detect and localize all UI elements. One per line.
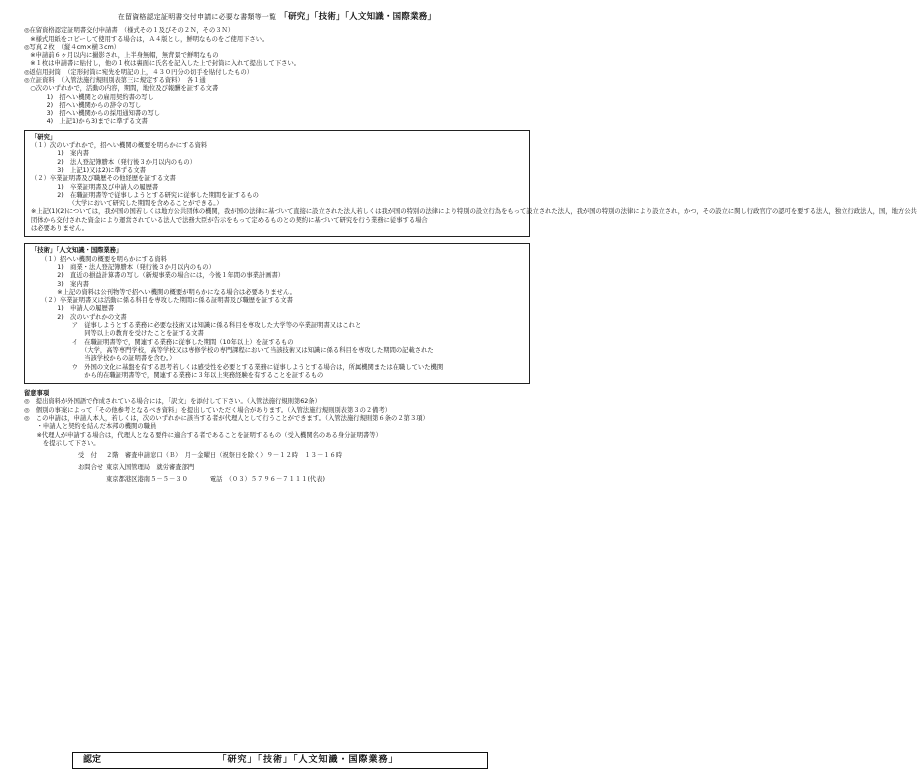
footer-categories: 「研究」「技術」「人文知識・国際業務」: [217, 754, 399, 765]
contact-label: お問合せ: [78, 464, 104, 472]
notes-line: を提示して下さい。: [24, 439, 100, 447]
required-documents: [24, 27, 530, 127]
notes-header: 留意事項: [24, 390, 50, 398]
kenkyu-note: 団体から交付された資金により運営されている法人で法務大臣が告示をもって定めるものとの契約に基づいて研究を行う業務に従事する場合: [31, 216, 428, 224]
doc-line: 3) 招へい機関からの採用通知書の写し: [34, 110, 161, 118]
gijutsu-line: （大学，高等専門学校，高等学校又は専修学校の専門課程において当該技術又は知識に係る科目を専攻した期間の記載された: [59, 346, 434, 354]
notes-line: ・申請人と契約を結んだ本邦の機関の職員: [24, 423, 157, 431]
doc-line: ※申請前６ヶ月以内に撮影され，上半身無帽，無背景で鮮明なもの: [24, 52, 219, 60]
reception-text: ２階 審査申請窓口（Ｂ） 月－金曜日（祝祭日を除く）９－１２時 １３－１６時: [106, 452, 343, 460]
gijutsu-line: 1) 商業・法人登記簿謄本（発行後３か月以内のもの）: [51, 263, 215, 271]
gijutsu-line: 2) 直近の損益計算書の写し（新規事業の場合には，今後１年間の事業計画書）: [51, 272, 285, 280]
notes-line: ※代理人が申請する場合は，代理人となる要件に適合する者であることを証明するもの（受入機関名のある身分証明書等）: [24, 431, 382, 439]
contact-office: 東京入国管理局 就労審査部門: [106, 464, 195, 472]
reception-label: 受 付: [78, 452, 97, 460]
gijutsu-line: 2) 次のいずれかの文書: [51, 313, 127, 321]
reception-row: [24, 452, 530, 460]
kenkyu-line: （大学において研究した期間を含めることができる。）: [59, 200, 223, 208]
gijutsu-section: [24, 243, 530, 384]
gijutsu-line: （１）招へい機関の概要を明らかにする資料: [41, 255, 167, 263]
doc-line: 2) 招へい機関からの辞令の写し: [34, 101, 142, 109]
gijutsu-line: 3) 案内書: [51, 280, 89, 288]
notes-line: ◎ 提出資料が外国語で作成されている場合には，「訳文」を添付して下さい。（入管法施行規則第62条）: [24, 398, 321, 406]
footer-label: 認定: [83, 754, 102, 765]
doc-line: ※１枚は申請書に貼付し，他の１枚は裏面に氏名を記入した上で封筒に入れて提出して下さい。: [24, 60, 301, 68]
document-title: [24, 12, 530, 23]
address-row: [24, 476, 530, 484]
contact-row: [24, 464, 530, 472]
kenkyu-line: 1) 案内書: [51, 150, 89, 158]
doc-line: 4) 上記1)から3)までに準ずる文書: [34, 118, 148, 126]
notes-section: [24, 390, 530, 448]
kenkyu-line: （２）卒業証明書及び職歴その他経歴を証する文書: [31, 175, 176, 183]
title-prefix: 在留資格認定証明書交付申請に必要な書類等一覧: [117, 13, 277, 21]
kenkyu-note: ※上記(1)(2)については，我が国の国若しくは地方公共団体の機関，我が国の法律に基づいて直接に設立された法人若しくは我が国の特別の法律により特別の設立行為をもって設立された法人，我が国の特別の法律により設立され，かつ，その設立に関し行政官庁の認可を要する法人，独立行政法人，国，地方公共: [31, 208, 917, 216]
kenkyu-header: 「研究」: [31, 133, 57, 141]
gijutsu-line: イ 在職証明書等で，関連する業務に従事した期間（10年以上）を証するもの: [59, 338, 294, 346]
notes-line: ◎ この申請は，申請人本人，若しくは，次のいずれかに該当する者が代理人として行うことができます。（入管法施行規則第６条の２第３項）: [24, 414, 429, 422]
doc-line: ※様式用紙をコピーして使用する場合は，Ａ４版とし，鮮明なものをご使用下さい。: [24, 35, 269, 43]
doc-line: ○次のいずれかで，活動の内容，期間，地位及び報酬を証する文書: [24, 85, 219, 93]
title-categories: 「研究」「技術」「人文知識・国際業務」: [279, 12, 437, 22]
doc-line: ◎立証資料 （入管法施行規則別表第三に規定する資料） 各１通: [24, 77, 206, 84]
gijutsu-line: ※上記の資料は公刊物等で招へい機関の概要が明らかになる場合は必要ありません。: [51, 288, 296, 296]
footer-banner: [72, 752, 488, 769]
doc-line: ◎返信用封筒 （定形封筒に宛先を明記の上，４３０円分の切手を貼付したもの）: [24, 68, 254, 76]
kenkyu-line: 2) 法人登記簿謄本（発行後３か月以内のもの）: [51, 158, 196, 166]
kenkyu-section: [24, 130, 917, 238]
gijutsu-line: 1) 申請人の履歴書: [51, 305, 115, 313]
notes-line: ◎ 個別の事案によって「その他参考となるべき資料」を提出していただく場合があります。（入管法施行規則別表第３の２備考）: [24, 406, 392, 414]
gijutsu-line: 当該学校からの証明書を含む。）: [59, 355, 176, 363]
reception-section: [24, 452, 530, 484]
gijutsu-line: ア 従事しようとする業務に必要な技術又は知識に係る科目を専攻した大学等の卒業証明書又はこれと: [59, 322, 362, 330]
kenkyu-note: は必要ありません。: [31, 225, 89, 233]
doc-line: 1) 招へい機関との雇用契約書の写し: [34, 93, 154, 101]
kenkyu-line: （１）次のいずれかで，招へい機関の概要を明らかにする資料: [31, 142, 208, 150]
contact-phone: 電話 （０３）５７９６－７１１１(代表): [209, 475, 325, 483]
gijutsu-line: から的在職証明書等で，関連する業務に３年以上実務経験を有することを証するもの: [59, 371, 324, 379]
gijutsu-header: 「技術」「人文知識・国際業務」: [31, 247, 123, 255]
gijutsu-line: （２）卒業証明書又は活動に係る科目を専攻した期間に係る証明書及び職歴を証する文書: [41, 297, 293, 305]
doc-line: ◎在留資格認定証明書交付申請書 （様式その１及びその２Ｎ，その３Ｎ）: [24, 27, 235, 35]
doc-line: ◎写真２枚 （縦４cm×横３cm）: [24, 43, 121, 51]
kenkyu-line: 2) 在職証明書等で従事しようとする研究に従事した期間を証するもの: [51, 191, 259, 199]
contact-address: 東京都港区港南５－５－３０: [106, 475, 188, 483]
gijutsu-line: ウ 外国の文化に基盤を有する思考若しくは感受性を必要とする業務に従事しようとする場合は，所属機関または在職していた機関: [59, 363, 444, 371]
kenkyu-line: 1) 卒業証明書及び申請人の履歴書: [51, 183, 159, 191]
kenkyu-line: 3) 上記1)又は2)に準ずる文書: [51, 166, 146, 174]
gijutsu-line: 同等以上の教育を受けたことを証する文書: [59, 330, 204, 338]
